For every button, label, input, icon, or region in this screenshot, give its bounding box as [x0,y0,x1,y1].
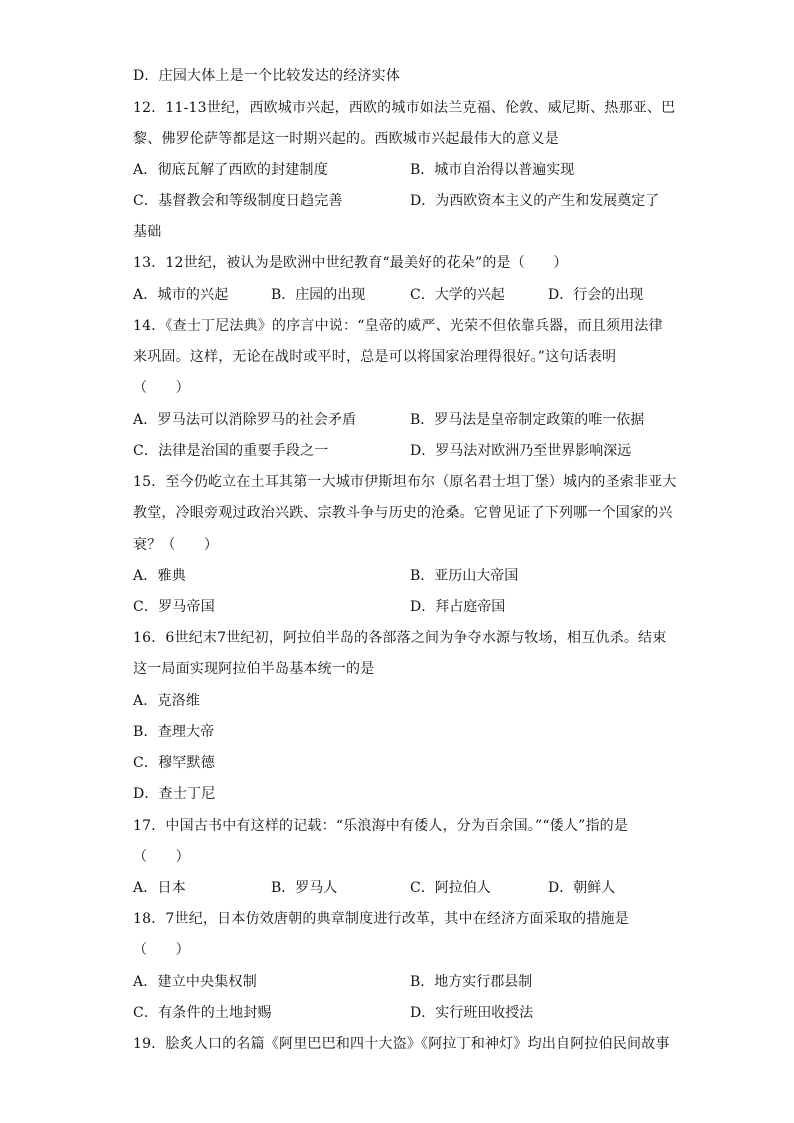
q16-option-a: A．克洛维 [133,693,201,709]
q16-option-d: D．查士丁尼 [133,786,216,802]
q18-stem: 18．7世纪，日本仿效唐朝的典章制度进行改革，其中在经济方面采取的措施是 [133,911,629,927]
q15-option-b: B．亚历山大帝国 [410,568,519,584]
q15-stem-line1: 15．至今仍屹立在土耳其第一大城市伊斯坦布尔（原名君士坦丁堡）城内的圣索非亚大 [133,474,677,490]
q12-stem-line2: 黎、佛罗伦萨等都是这一时期兴起的。西欧城市兴起最伟大的意义是 [133,131,559,147]
q17-answer-paren: （ ） [133,849,190,865]
q16-option-c: C．穆罕默德 [133,755,215,771]
q14-option-c: C．法律是治国的重要手段之一 [133,443,329,459]
q18-answer-paren: （ ） [133,942,190,958]
q18-option-b: B．地方实行郡县制 [410,974,533,990]
q12-option-b: B．城市自治得以普遍实现 [410,162,575,178]
q17-option-d: D．朝鲜人 [548,880,616,896]
q13-option-d: D．行会的出现 [548,287,644,303]
q13-stem: 13．12世纪，被认为是欧洲中世纪教育“最美好的花朵”的是（ ） [133,255,568,271]
q16-stem-line1: 16．6世纪末7世纪初，阿拉伯半岛的各部落之间为争夺水源与牧场，相互仇杀。结束 [133,630,667,646]
q12-option-d-continued: 基础 [133,224,162,240]
q16-stem-line2: 这一局面实现阿拉伯半岛基本统一的是 [133,661,375,677]
q17-option-c: C．阿拉伯人 [410,880,491,896]
q12-stem-line1: 12．11-13世纪，西欧城市兴起，西欧的城市如法兰克福、伦敦、威尼斯、热那亚、巴 [133,100,676,116]
q14-option-b: B．罗马法是皇帝制定政策的唯一依据 [410,412,645,428]
q13-option-b: B．庄园的出现 [271,287,366,303]
q17-stem: 17．中国古书中有这样的记载：“乐浪海中有倭人，分为百余国。”“倭人”指的是 [133,818,629,834]
q15-option-c: C．罗马帝国 [133,599,215,615]
q12-option-a: A．彻底瓦解了西欧的封建制度 [133,162,328,178]
q14-option-d: D．罗马法对欧洲乃至世界影响深远 [410,443,632,459]
q16-option-b: B．查理大帝 [133,724,215,740]
q13-option-a: A．城市的兴起 [133,287,229,303]
prev-option-d: D．庄园大体上是一个比较发达的经济实体 [133,68,401,84]
q17-option-a: A．日本 [133,880,186,896]
q18-option-d: D．实行班田收授法 [410,1005,534,1021]
q19-stem: 19．脍炙人口的名篇《阿里巴巴和四十大盗》《阿拉丁和神灯》均出自阿拉伯民间故事 [133,1036,670,1052]
q14-option-a: A．罗马法可以消除罗马的社会矛盾 [133,412,357,428]
q15-stem-line2: 教堂，冷眼旁观过政治兴跌、宗教斗争与历史的沧桑。它曾见证了下列哪一个国家的兴 [133,505,673,521]
q12-option-c: C．基督教会和等级制度日趋完善 [133,193,343,209]
q15-stem-line3: 衰？（ ） [133,537,219,553]
q14-stem-line1: 14．《查士丁尼法典》的序言中说：“皇帝的威严、光荣不但依靠兵器，而且须用法律 [133,318,663,334]
q12-option-d: D．为西欧资本主义的产生和发展奠定了 [410,193,660,209]
q14-stem-line2: 来巩固。这样，无论在战时或平时，总是可以将国家治理得很好。”这句话表明 [133,349,617,365]
q13-option-c: C．大学的兴起 [410,287,505,303]
q14-answer-paren: （ ） [133,380,190,396]
q18-option-a: A．建立中央集权制 [133,974,257,990]
q15-option-d: D．拜占庭帝国 [410,599,506,615]
q17-option-b: B．罗马人 [271,880,338,896]
q15-option-a: A．雅典 [133,568,186,584]
q18-option-c: C．有条件的土地封赐 [133,1005,272,1021]
